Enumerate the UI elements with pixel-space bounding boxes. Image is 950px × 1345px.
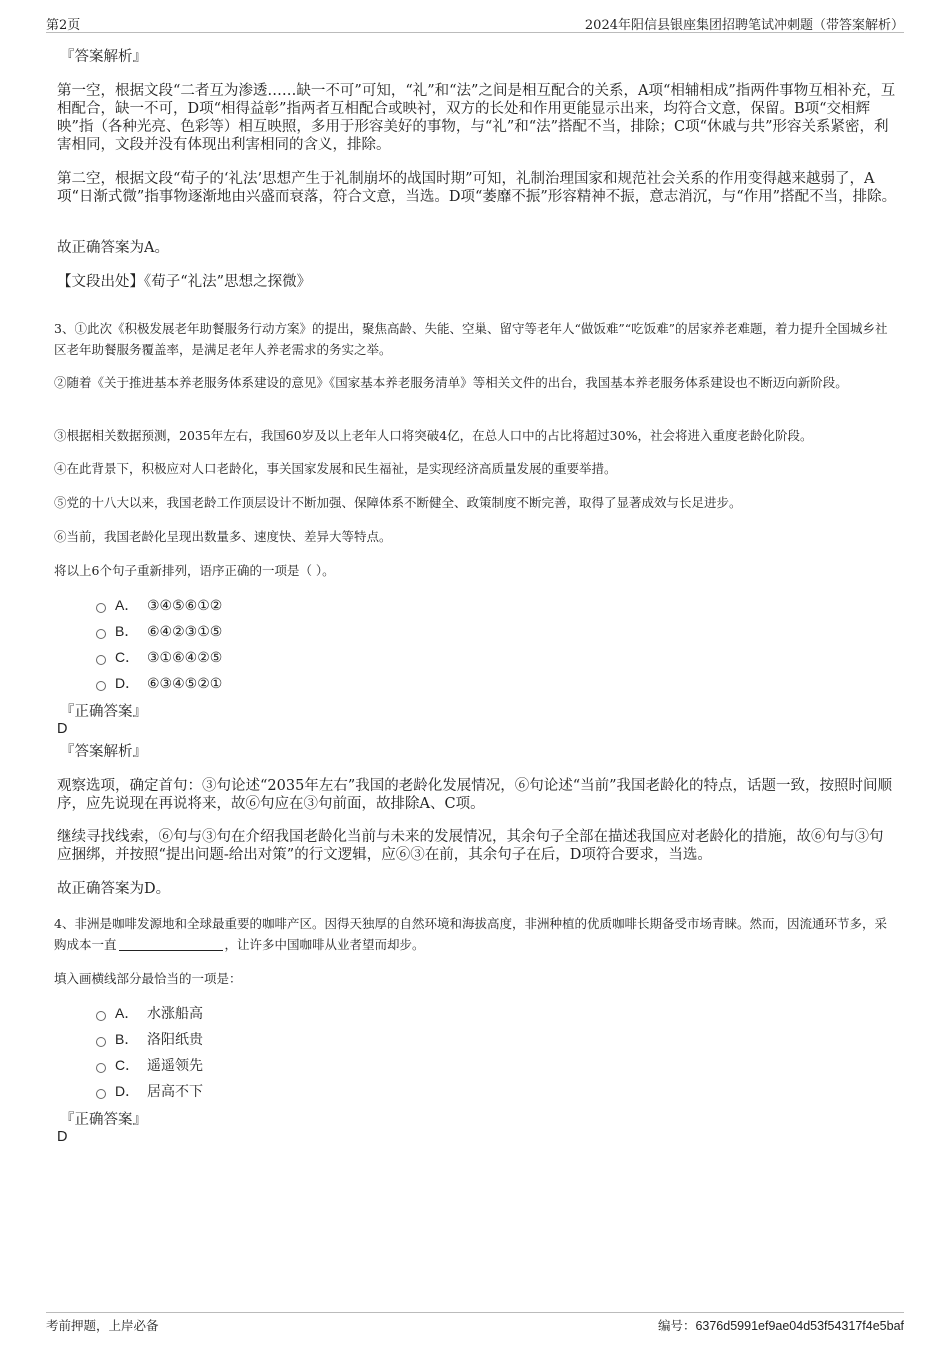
analysis-paragraph-1: 第一空，根据文段“二者互为渗透……缺一不可”可知，“礼”和“法”之间是相互配合的关系，A项“相辅相成”指两件事物互相补充，互相配合，缺一不可，D项“相得益彰”指两者互相配合或映衬，双方的长处和作用更能显示出来，均符合文意，保留。B项“交相辉映”指（各种光亮、色彩等）相互映照，多用于形容美好的事物，与“礼”和“法”搭配不当，排除；C项“休戚与共”形容关系紧密，利害相同，文段并没有体现出利害相同的含义，排除。 <box>57 83 896 153</box>
answer-analysis-heading: 『答案解析』 <box>60 744 147 760</box>
radio-icon[interactable] <box>96 1089 106 1099</box>
question-3-sentence-3: ③根据相关数据预测，2035年左右，我国60岁及以上老年人口将突破4亿，在总人口中的占比将超过30%，社会将进入重度老龄化阶段。 <box>54 428 813 443</box>
document-id: 编号：6376d5991ef9ae04d53f54317f4e5baf <box>657 1319 904 1333</box>
analysis-paragraph-2: 第二空，根据文段“荀子的‘礼法’思想产生于礼制崩坏的战国时期”可知，礼制治理国家和规范社会关系的作用变得越来越弱了，A项“日渐式微”指事物逐渐地由兴盛而衰落，符合文意，当选。D项“萎靡不振”形容精神不振，意志消沉，与“作用”搭配不当，排除。 <box>57 171 897 205</box>
radio-icon[interactable] <box>96 655 106 665</box>
document-title: 2024年阳信县银座集团招聘笔试冲刺题（带答案解析） <box>584 18 904 33</box>
analysis-conclusion: 故正确答案为D。 <box>57 881 171 897</box>
footer-slogan: 考前押题，上岸必备 <box>46 1318 159 1333</box>
question-4-prompt: 填入画横线部分最恰当的一项是： <box>54 971 242 986</box>
page-header <box>46 14 904 33</box>
radio-icon[interactable] <box>96 681 106 691</box>
question-3-sentence-6: ⑥当前，我国老龄化呈现出数量多、速度快、差异大等特点。 <box>54 529 392 544</box>
question-3-option-c[interactable]: C． ③①⑥④②⑤ <box>96 646 222 668</box>
question-3-sentence-4: ④在此背景下，积极应对人口老龄化，事关国家发展和民生福祉，是实现经济高质量发展的重要举措。 <box>54 461 617 476</box>
analysis-conclusion: 故正确答案为A。 <box>57 240 169 256</box>
correct-answer-label: 『正确答案』 <box>60 704 147 720</box>
question-4-option-a[interactable]: A． 水涨船高 <box>96 1002 203 1024</box>
radio-icon[interactable] <box>96 1063 106 1073</box>
analysis-paragraph-2: 继续寻找线索，⑥句与③句在介绍我国老龄化当前与未来的发展情况，其余句子全部在描述我国应对老龄化的措施，故⑥句与③句应捆绑，并按照“提出问题-给出对策”的行文逻辑，应⑥③在前，其余句子在后，D项符合要求，当选。 <box>57 829 884 863</box>
question-3-prompt: 将以上6个句子重新排列，语序正确的一项是（ ）。 <box>54 563 335 578</box>
page-footer <box>46 1312 904 1333</box>
correct-answer: D <box>57 721 68 737</box>
question-4-option-b[interactable]: B． 洛阳纸贵 <box>96 1028 203 1050</box>
fill-blank <box>119 936 223 951</box>
question-4-option-d[interactable]: D． 居高不下 <box>96 1080 203 1102</box>
radio-icon[interactable] <box>96 629 106 639</box>
passage-source: 【文段出处】《荀子“礼法”思想之探微》 <box>57 274 312 290</box>
radio-icon[interactable] <box>96 603 106 613</box>
radio-icon[interactable] <box>96 1037 106 1047</box>
question-3-sentence-5: ⑤党的十八大以来，我国老龄工作顶层设计不断加强、保障体系不断健全、政策制度不断完善，取得了显著成效与长足进步。 <box>54 495 742 510</box>
correct-answer-label: 『正确答案』 <box>60 1112 147 1128</box>
question-3-sentence-1: 3、①此次《积极发展老年助餐服务行动方案》的提出，聚焦高龄、失能、空巢、留守等老年人“做饭难”“吃饭难”的居家养老难题，着力提升全国城乡社区老年助餐服务覆盖率，是满足老年人养老需求的务实之举。 <box>54 321 888 357</box>
radio-icon[interactable] <box>96 1011 106 1021</box>
analysis-paragraph-1: 观察选项，确定首句：③句论述“2035年左右”我国的老龄化发展情况，⑥句论述“当前”我国老龄化的特点，话题一致，按照时间顺序，应先说现在再说将来，故⑥句应在③句前面，故排除A、C项。 <box>57 778 893 812</box>
question-4-option-c[interactable]: C． 遥遥领先 <box>96 1054 203 1076</box>
question-3-sentence-2: ②随着《关于推进基本养老服务体系建设的意见》《国家基本养老服务清单》等相关文件的出台，我国基本养老服务体系建设也不断迈向新阶段。 <box>54 375 848 390</box>
question-4-stem: 4、非洲是咖啡发源地和全球最重要的咖啡产区。因得天独厚的自然环境和海拔高度，非洲种植的优质咖啡长期备受市场青睐。然而，因流通环节多，采购成本一直 ，让许多中国咖啡从业者望而却步。 <box>54 916 887 952</box>
question-3-option-d[interactable]: D． ⑥③④⑤②① <box>96 672 222 694</box>
correct-answer: D <box>57 1129 68 1145</box>
answer-analysis-heading: 『答案解析』 <box>60 49 147 65</box>
page-number: 第2页 <box>46 18 81 33</box>
question-3-option-a[interactable]: A． ③④⑤⑥①② <box>96 594 222 616</box>
question-3-option-b[interactable]: B． ⑥④②③①⑤ <box>96 620 222 642</box>
